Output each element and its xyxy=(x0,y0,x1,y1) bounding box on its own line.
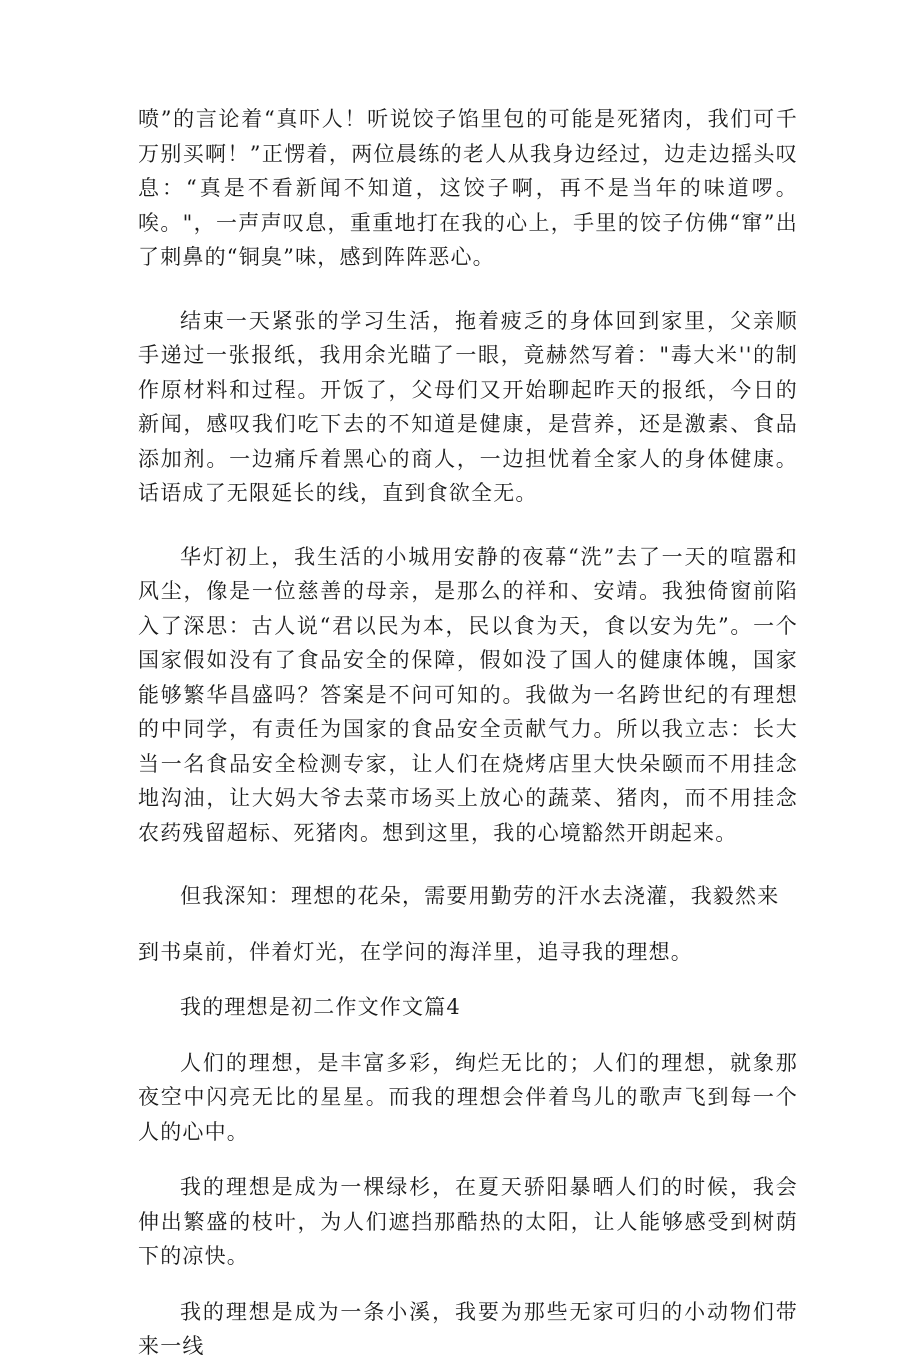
document-body xyxy=(138,102,798,1364)
paragraph-7: 我的理想是成为一棵绿杉，在夏天骄阳暴晒人们的时候，我会伸出繁盛的枝叶，为人们遮挡那酷热的太阳，让人能够感受到树荫下的凉快。 xyxy=(138,1175,798,1268)
paragraph-3: 华灯初上，我生活的小城用安静的夜幕“洗”去了一天的喧嚣和风尘，像是一位慈善的母亲，是那么的祥和、安靖。我独倚窗前陷入了深思：古人说“君以民为本，民以食为天，食以安为先”。一个国家假如没有了食品安全的保障，假如没了国人的健康体魄，国家能够繁华昌盛吗？答案是不问可知的。我做为一名跨世纪的有理想的中同学，有责任为国家的食品安全贡献气力。所以我立志：长大当一名食品安全检测专家，让人们在烧烤店里大快朵颐而不用挂念地沟油，让大妈大爷去菜市场买上放心的蔬菜、猪肉，而不用挂念农药残留超标、死猪肉。想到这里，我的心境豁然开朗起来。 xyxy=(138,544,798,845)
paragraph-1: 喷”的言论着“真吓人！听说饺子馅里包的可能是死猪肉，我们可千万别买啊！”正愣着，两位晨练的老人从我身边经过，边走边摇头叹息：“真是不看新闻不知道，这饺子啊，再不是当年的味道啰。唉。"，一声声叹息，重重地打在我的心上，手里的饺子仿佛“窜”出了刺鼻的“铜臭”味，感到阵阵恶心。 xyxy=(138,107,798,269)
paragraph-4: 但我深知：理想的花朵，需要用勤劳的汗水去浇灌，我毅然来 xyxy=(180,884,780,908)
paragraph-8: 我的理想是成为一条小溪，我要为那些无家可归的小动物们带来一线 xyxy=(138,1299,798,1358)
paragraph-5: 到书桌前，伴着灯光，在学问的海洋里，追寻我的理想。 xyxy=(138,939,693,964)
section-heading: 我的理想是初二作文作文篇4 xyxy=(180,995,461,1019)
paragraph-6: 人们的理想，是丰富多彩，绚烂无比的；人们的理想，就象那夜空中闪亮无比的星星。而我的理想会伴着鸟儿的歌声飞到每一个人的心中。 xyxy=(138,1050,798,1144)
paragraph-2: 结束一天紧张的学习生活，拖着疲乏的身体回到家里，父亲顺手递过一张报纸，我用余光瞄了一眼，竟赫然写着："毒大米''的制作原材料和过程。开饭了，父母们又开始聊起昨天的报纸，今日的新闻，感叹我们吃下去的不知道是健康，是营养，还是激素、食品添加剂。一边痛斥着黑心的商人，一边担忧着全家人的身体健康。话语成了无限延长的线，直到食欲全无。 xyxy=(138,308,798,505)
